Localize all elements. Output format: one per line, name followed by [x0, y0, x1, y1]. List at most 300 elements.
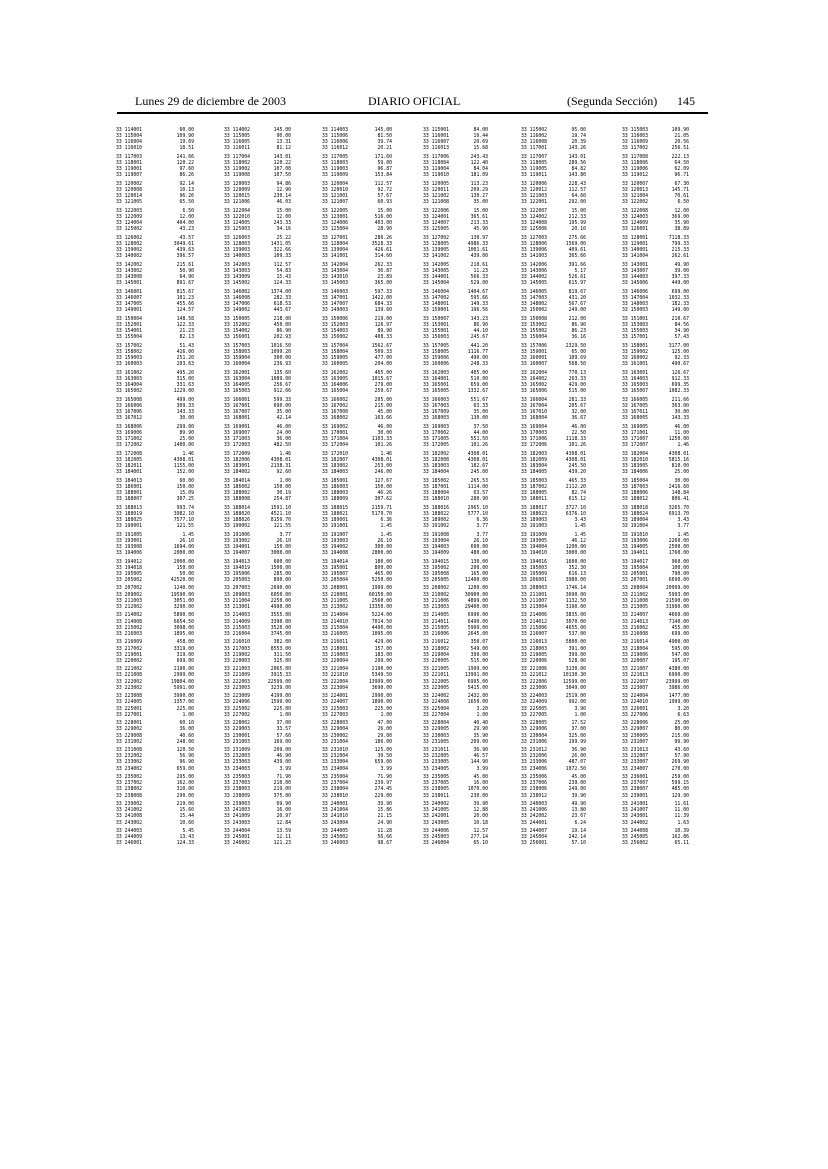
item-price: 1895.00 [173, 631, 194, 637]
item-price: 391.00 [568, 646, 586, 652]
table-cell [622, 362, 689, 368]
item-price: 281.33 [568, 397, 586, 403]
item-code: 33 218004 [622, 646, 648, 652]
item-code: 33 216014 [622, 640, 648, 646]
item-code: 33 127001 [322, 235, 348, 241]
table-row [116, 794, 716, 800]
item-code: 33 244006 [423, 829, 449, 835]
item-code: 33 124006 [322, 221, 348, 227]
table-cell [622, 470, 689, 476]
item-code: 33 188017 [521, 505, 547, 511]
item-code: 33 221013 [622, 673, 648, 679]
item-price: 15.00 [571, 208, 586, 214]
item-price: 143.23 [470, 316, 488, 322]
table-cell [521, 524, 586, 530]
item-price: 46.00 [571, 424, 586, 430]
item-price: 124.33 [273, 281, 291, 287]
table-cell [224, 841, 291, 847]
item-price: 15.43 [276, 275, 291, 281]
item-code: 33 166004 [521, 397, 547, 403]
item-price: 2432.00 [467, 694, 488, 700]
item-price: 64.90 [179, 275, 194, 281]
item-code: 33 233003 [224, 760, 250, 766]
item-price: 219.00 [374, 316, 392, 322]
item-price: 86.26 [179, 173, 194, 179]
item-price: 211.66 [671, 397, 689, 403]
item-code: 33 236001 [622, 775, 648, 781]
table-cell [322, 578, 392, 584]
item-code: 33 184005 [521, 469, 547, 475]
item-price: 567.67 [568, 302, 586, 307]
table-cell [521, 713, 586, 719]
item-price: 225.00 [273, 706, 291, 712]
table-cell [521, 497, 586, 503]
item-code: 33 215005 [423, 625, 449, 631]
item-price: 84.00 [473, 128, 488, 133]
table-row [116, 389, 716, 395]
item-price: 21590.00 [665, 598, 689, 604]
item-price: 3690.00 [371, 685, 392, 691]
table-cell [423, 173, 488, 179]
item-price: 3980.00 [565, 577, 586, 583]
item-price: 516.00 [374, 215, 392, 220]
item-price: 369.00 [671, 215, 689, 220]
item-price: 3000.00 [565, 550, 586, 556]
item-price: 230.00 [470, 793, 488, 799]
item-code: 33 128005 [423, 241, 449, 247]
item-price: 600.00 [273, 559, 291, 565]
item-code: 33 224003 [521, 694, 547, 700]
table-cell [423, 389, 488, 395]
item-price: 300.00 [273, 355, 291, 361]
item-price: 2999.00 [173, 673, 194, 679]
item-code: 33 141002 [423, 254, 449, 260]
item-price: 1.00 [574, 712, 586, 718]
table-cell [116, 173, 194, 179]
item-price: 10.13 [179, 188, 194, 194]
item-code: 33 124003 [622, 215, 648, 220]
table-cell [521, 551, 586, 557]
item-price: 45.90 [473, 227, 488, 233]
item-code: 33 118002 [224, 161, 250, 167]
item-code: 33 211007 [521, 598, 547, 604]
item-price: 3049.00 [565, 685, 586, 691]
item-code: 33 166003 [423, 397, 449, 403]
item-price: 12.11 [276, 835, 291, 841]
item-code: 33 157001 [622, 335, 648, 341]
item-price: 222.13 [671, 154, 689, 160]
item-code: 33 145002 [224, 281, 250, 287]
item-code: 33 222007 [622, 679, 648, 685]
item-code: 33 211005 [322, 598, 348, 604]
item-price: 109.69 [568, 355, 586, 361]
item-price: 659.00 [374, 760, 392, 766]
item-code: 33 167008 [322, 409, 348, 415]
item-code: 33 162003 [423, 370, 449, 376]
item-price: 54.83 [276, 268, 291, 274]
item-code: 33 166002 [322, 397, 348, 403]
table-cell [116, 767, 194, 773]
item-price: 5415.00 [467, 685, 488, 691]
item-price: 547.00 [671, 652, 689, 658]
item-price: 295.00 [176, 775, 194, 781]
item-price: 890.00 [273, 577, 291, 583]
item-price: 21.05 [674, 134, 689, 140]
item-code: 33 221004 [322, 667, 348, 673]
item-price: 6050.00 [270, 592, 291, 598]
item-code: 33 171005 [423, 436, 449, 442]
item-price: 1132.50 [565, 598, 586, 604]
item-code: 33 195004 [622, 565, 648, 571]
item-code: 33 214012 [521, 619, 547, 625]
item-price: 289.56 [568, 161, 586, 167]
item-code: 33 169002 [322, 424, 348, 430]
item-price: 259.67 [374, 389, 392, 394]
item-code: 33 182009 [521, 457, 547, 463]
table-cell [322, 686, 392, 692]
item-code: 33 118006 [622, 161, 648, 167]
item-price: 42.14 [276, 415, 291, 421]
item-code: 33 149002 [224, 308, 250, 314]
item-price: 490.00 [470, 355, 488, 361]
item-code: 33 167009 [423, 409, 449, 415]
item-price: 382.00 [273, 640, 291, 646]
item-price: 86.90 [473, 322, 488, 328]
item-price: 10.60 [179, 820, 194, 826]
table-cell [224, 335, 291, 341]
item-price: 130.27 [470, 194, 488, 200]
item-code: 33 150002 [521, 308, 547, 314]
item-price: 1114.00 [467, 484, 488, 490]
item-price: 236.93 [273, 362, 291, 368]
item-code: 33 146003 [322, 289, 348, 295]
item-price: 239.00 [568, 781, 586, 787]
table-cell [224, 767, 291, 773]
item-code: 33 210001 [322, 592, 348, 598]
item-code: 33 237002 [116, 781, 142, 787]
item-price: 1118.33 [565, 436, 586, 442]
item-code: 33 172009 [224, 451, 250, 457]
item-price: 239.97 [374, 781, 392, 787]
item-code: 33 224006 [224, 700, 250, 706]
table-row [116, 767, 716, 773]
table-cell [322, 767, 392, 773]
item-price: 282.33 [273, 295, 291, 301]
item-price: 1400.00 [173, 442, 194, 448]
item-code: 33 124009 [622, 221, 648, 227]
item-price: 3.20 [677, 706, 689, 712]
item-price: 3555.00 [270, 613, 291, 619]
item-price: 993.74 [176, 505, 194, 511]
item-code: 33 156003 [423, 335, 449, 341]
item-price: 212.33 [568, 215, 586, 220]
item-price: 33.57 [276, 727, 291, 733]
table-row [116, 740, 716, 746]
item-price: 181.09 [470, 173, 488, 179]
item-code: 33 117008 [622, 154, 648, 160]
item-price: 71.90 [276, 775, 291, 781]
item-price: 314.60 [374, 254, 392, 260]
item-code: 33 146005 [521, 289, 547, 295]
item-price: 209.00 [273, 748, 291, 754]
item-code: 33 139005 [423, 248, 449, 254]
item-price: 60150.00 [368, 592, 392, 598]
item-price: 4199.00 [270, 694, 291, 700]
item-code: 33 120007 [622, 181, 648, 187]
table-cell [224, 713, 291, 719]
table-cell [423, 470, 488, 476]
item-price: 67.30 [674, 181, 689, 187]
item-code: 33 234005 [423, 766, 449, 772]
item-code: 33 143006 [521, 268, 547, 274]
table-cell [423, 416, 488, 422]
table-cell [622, 605, 689, 611]
item-code: 33 184013 [116, 478, 142, 484]
item-code: 33 193005 [521, 538, 547, 544]
item-code: 33 191005 [116, 532, 142, 538]
item-code: 33 213005 [622, 604, 648, 610]
item-code: 33 230003 [423, 733, 449, 739]
item-code: 33 241007 [622, 808, 648, 814]
item-price: 64.60 [571, 194, 586, 200]
item-price: 311.50 [273, 652, 291, 658]
table-cell [521, 470, 586, 476]
item-code: 33 119012 [622, 173, 648, 179]
item-code: 33 220005 [423, 658, 449, 664]
item-price: 2416.60 [668, 484, 689, 490]
item-price: 12599.00 [562, 679, 586, 685]
item-price: 209.29 [470, 188, 488, 194]
item-code: 33 144003 [622, 275, 648, 281]
item-price: 465.33 [568, 478, 586, 484]
item-code: 33 171002 [116, 436, 142, 442]
item-price: 480.00 [470, 550, 488, 556]
item-code: 33 216011 [322, 640, 348, 646]
table-cell [116, 524, 194, 530]
item-code: 33 119005 [521, 167, 547, 173]
item-code: 33 246004 [423, 841, 449, 847]
item-price: 439.00 [470, 254, 488, 260]
item-price: 225.00 [374, 706, 392, 712]
item-price: 20.69 [473, 140, 488, 146]
item-code: 33 214013 [622, 619, 648, 625]
item-price: 112.57 [568, 188, 586, 194]
item-code: 33 150007 [423, 316, 449, 322]
item-code: 33 120014 [116, 194, 142, 200]
item-price: 600.00 [470, 544, 488, 550]
item-price: 10.18 [473, 820, 488, 826]
item-price: 1089.00 [270, 376, 291, 382]
item-code: 33 241001 [622, 802, 648, 808]
item-code: 33 244005 [322, 829, 348, 835]
item-price: 350.07 [470, 640, 488, 646]
item-code: 33 158005 [423, 349, 449, 355]
item-price: 1422.00 [371, 295, 392, 301]
item-code: 33 172006 [521, 442, 547, 448]
item-code: 33 216002 [622, 625, 648, 631]
item-code: 33 157003 [224, 343, 250, 349]
item-price: 6654.50 [173, 619, 194, 625]
item-code: 33 231009 [224, 748, 250, 754]
table-cell [224, 227, 291, 233]
item-price: 806.41 [671, 496, 689, 502]
item-price: 4308.01 [173, 457, 194, 463]
item-code: 33 225002 [224, 706, 250, 712]
item-code: 33 194006 [116, 550, 142, 556]
table-cell [116, 389, 194, 395]
table-cell [521, 605, 586, 611]
table-cell [521, 841, 586, 847]
item-code: 33 139006 [521, 248, 547, 254]
item-code: 33 117006 [423, 154, 449, 160]
item-code: 33 231007 [622, 739, 648, 745]
item-code: 33 114002 [224, 128, 250, 133]
item-price: 63.57 [473, 490, 488, 496]
item-code: 33 228002 [224, 721, 250, 727]
item-price: 1082.33 [668, 389, 689, 394]
table-cell [224, 416, 291, 422]
item-code: 33 141001 [322, 254, 348, 260]
item-code: 33 193001 [116, 538, 142, 544]
item-price: 5.45 [182, 829, 194, 835]
item-code: 33 165001 [423, 382, 449, 388]
table-row [116, 254, 716, 260]
item-price: 39.00 [674, 268, 689, 274]
item-price: 1250.00 [668, 436, 689, 442]
item-price: 616.13 [568, 571, 586, 577]
item-price: 144.90 [470, 760, 488, 766]
item-price: 43.60 [674, 748, 689, 754]
item-code: 33 172008 [116, 451, 142, 457]
item-price: 30.00 [377, 430, 392, 436]
item-code: 33 160003 [116, 362, 142, 368]
table-cell [224, 659, 291, 665]
item-code: 33 211002 [622, 592, 648, 598]
item-price: 112.57 [273, 262, 291, 268]
item-price: 34.90 [674, 328, 689, 334]
header-rule [117, 112, 708, 114]
item-code: 33 226001 [622, 706, 648, 712]
item-price: 1.46 [182, 451, 194, 457]
item-price: 286.26 [374, 235, 392, 241]
item-code: 33 238008 [116, 793, 142, 799]
item-code: 33 168004 [521, 415, 547, 421]
item-price: 4521.10 [270, 511, 291, 517]
item-code: 33 231012 [521, 748, 547, 754]
item-price: 46.90 [276, 754, 291, 760]
table-cell [521, 443, 586, 449]
item-code: 33 221008 [116, 673, 142, 679]
item-price: 253.00 [374, 463, 392, 469]
item-price: 3986.00 [668, 685, 689, 691]
item-price: 482.50 [273, 442, 291, 448]
item-code: 33 190001 [116, 523, 142, 529]
item-price: 404.00 [176, 221, 194, 227]
item-price: 23.67 [571, 814, 586, 820]
item-code: 33 142002 [116, 262, 142, 268]
item-price: 15.44 [179, 814, 194, 820]
item-price: 441.20 [470, 343, 488, 349]
item-price: 35.90 [674, 221, 689, 227]
item-code: 33 124008 [521, 221, 547, 227]
item-price: 57.60 [276, 733, 291, 739]
item-code: 33 121004 [622, 194, 648, 200]
item-price: 143.80 [568, 173, 586, 179]
item-code: 33 120009 [224, 188, 250, 194]
item-price: 1999.00 [668, 700, 689, 706]
item-price: 5800.00 [565, 640, 586, 646]
item-price: 148.58 [176, 316, 194, 322]
item-code: 33 195008 [423, 571, 449, 577]
item-price: 2965.10 [467, 505, 488, 511]
item-price: 86.90 [571, 322, 586, 328]
item-code: 33 229007 [622, 727, 648, 733]
item-price: 218.00 [273, 316, 291, 322]
item-code: 33 244007 [521, 829, 547, 835]
item-price: 4655.00 [565, 625, 586, 631]
item-price: 595.66 [470, 295, 488, 301]
item-code: 33 224009 [521, 700, 547, 706]
table-row [116, 686, 716, 692]
item-code: 33 183003 [423, 463, 449, 469]
item-code: 33 220007 [622, 658, 648, 664]
table-row [116, 497, 716, 503]
item-code: 33 224010 [622, 700, 648, 706]
item-price: 1.46 [279, 451, 291, 457]
item-code: 33 214007 [622, 613, 648, 619]
item-price: 325.00 [568, 733, 586, 739]
item-code: 33 219004 [423, 652, 449, 658]
item-code: 33 221010 [322, 673, 348, 679]
item-price: 210.00 [273, 781, 291, 787]
item-code: 33 151001 [622, 316, 648, 322]
item-code: 33 214009 [224, 619, 250, 625]
item-price: 1.45 [380, 532, 392, 538]
item-price: 15.60 [179, 808, 194, 814]
item-price: 39.90 [473, 802, 488, 808]
item-price: 1591.10 [270, 505, 291, 511]
item-code: 33 216012 [423, 640, 449, 646]
item-code: 33 167002 [322, 403, 348, 409]
item-code: 33 229004 [322, 727, 348, 733]
item-price: 1599.00 [270, 700, 291, 706]
item-price: 26.00 [571, 754, 586, 760]
item-price: 4308.01 [565, 457, 586, 463]
item-code: 33 119006 [622, 167, 648, 173]
table-cell [423, 227, 488, 233]
item-code: 33 189004 [622, 517, 648, 523]
item-price: 2138.31 [270, 463, 291, 469]
item-code: 33 235006 [521, 775, 547, 781]
item-price: 90.00 [276, 134, 291, 140]
item-price: 1500.00 [270, 565, 291, 571]
item-price: 44.10 [473, 328, 488, 334]
item-code: 33 128002 [116, 241, 142, 247]
item-price: 20.21 [377, 146, 392, 152]
item-code: 33 156001 [224, 335, 250, 341]
item-price: 57.10 [571, 841, 586, 847]
item-price: 5993.00 [668, 592, 689, 598]
item-code: 33 214010 [322, 619, 348, 625]
item-price: 1562.67 [371, 343, 392, 349]
item-price: 1600.00 [565, 559, 586, 565]
item-code: 33 143003 [224, 268, 250, 274]
item-code: 33 243001 [622, 814, 648, 820]
item-price: 5815.16 [668, 457, 689, 463]
item-price: 439.63 [176, 248, 194, 254]
item-price: 3319.00 [173, 646, 194, 652]
item-code: 33 119003 [322, 167, 348, 173]
